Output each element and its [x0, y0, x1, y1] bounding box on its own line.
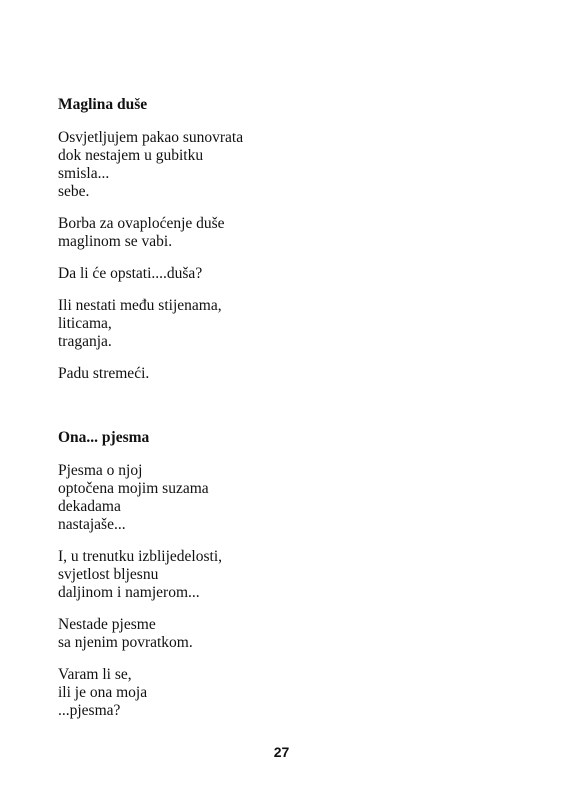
verse-line: Borba za ovaploćenje duše — [58, 215, 225, 232]
stanza — [58, 265, 498, 283]
verse-line: svjetlost bljesnu — [58, 566, 159, 583]
verse-line: maglinom se vabi. — [58, 233, 173, 250]
stanza — [58, 215, 498, 251]
verse-line: Osvjetljujem pakao sunovrata — [58, 129, 244, 146]
verse-line: Varam li se, — [58, 666, 132, 683]
verse-line: Pjesma o njoj — [58, 462, 143, 479]
verse-line: nastajaše... — [58, 516, 126, 533]
poem-title: Ona... pjesma — [58, 429, 150, 446]
poem-ona-pjesma — [58, 429, 498, 734]
stanza — [58, 297, 498, 351]
stanza — [58, 616, 498, 652]
page-number: 27 — [273, 744, 290, 760]
verse-line: Padu stremeći. — [58, 365, 150, 382]
verse-line: I, u trenutku izblijedelosti, — [58, 548, 223, 565]
verse-line: sebe. — [58, 183, 90, 200]
stanza — [58, 129, 498, 201]
stanza — [58, 365, 498, 383]
verse-line: smisla... — [58, 165, 110, 182]
verse-line: dekadama — [58, 498, 121, 515]
verse-line: dok nestajem u gubitku — [58, 147, 204, 164]
verse-line: liticama, — [58, 315, 112, 332]
verse-line: Da li će opstati....duša? — [58, 265, 203, 282]
verse-line: ili je ona moja — [58, 684, 148, 701]
stanza — [58, 666, 498, 720]
poem-title: Maglina duše — [58, 96, 148, 113]
stanza — [58, 462, 498, 534]
verse-line: Nestade pjesme — [58, 616, 156, 633]
verse-line: Ili nestati među stijenama, — [58, 297, 222, 314]
verse-line: daljinom i namjerom... — [58, 584, 200, 601]
stanza — [58, 548, 498, 602]
verse-line: ...pjesma? — [58, 702, 121, 719]
verse-line: optočena mojim suzama — [58, 480, 209, 497]
poem-maglina-duse — [58, 96, 498, 397]
verse-line: sa njenim povratkom. — [58, 634, 193, 651]
verse-line: traganja. — [58, 333, 112, 350]
